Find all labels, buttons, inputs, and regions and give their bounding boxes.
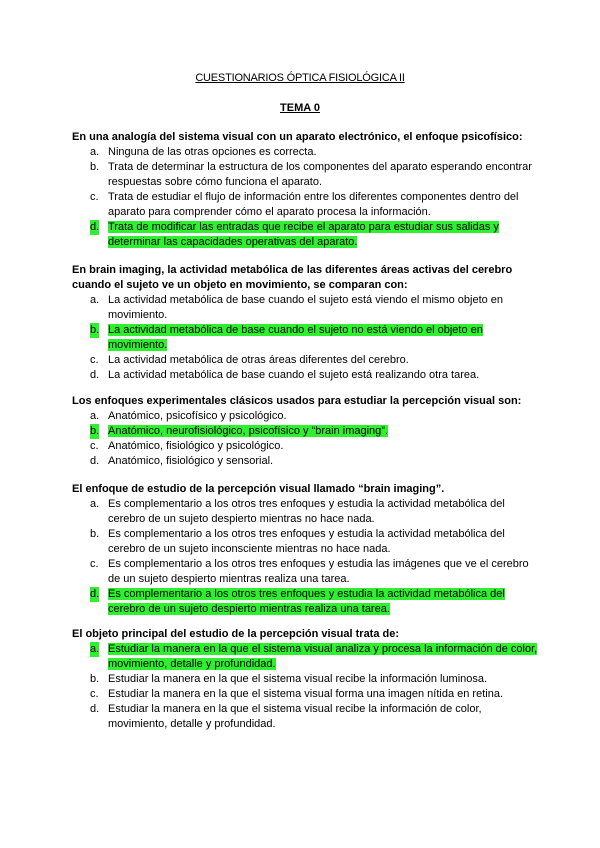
option-letter: a.	[90, 410, 100, 422]
option-letter: d.	[90, 703, 100, 715]
option-b	[72, 323, 542, 353]
option-text: Trata de estudiar el flujo de información entre los diferentes componentes dentro del aparato para comprender cómo el aparato procesa la información.	[108, 191, 519, 218]
option-text: Trata de modificar las entradas que recibe el aparato para estudiar sus salidas y determinar las capacidades operativas del aparato.	[108, 221, 499, 248]
option-letter: c.	[90, 688, 99, 700]
option-c	[72, 439, 542, 454]
option-a	[72, 145, 542, 160]
option-text: Es complementario a los otros tres enfoques y estudia la actividad metabólica del cerebro de un sujeto despierto mientras realiza una tarea.	[108, 588, 505, 615]
option-text: Anatómico, neurofisiológico, psicofísico y “brain imaging”.	[108, 425, 389, 437]
option-letter: b.	[90, 673, 100, 685]
option-letter: b.	[90, 161, 100, 173]
option-text: La actividad metabólica de otras áreas diferentes del cerebro.	[108, 354, 409, 366]
option-a	[72, 642, 542, 672]
question-3	[72, 394, 542, 469]
option-letter: c.	[90, 191, 99, 203]
question-text: Los enfoques experimentales clásicos usados para estudiar la percepción visual son:	[72, 395, 522, 407]
question-2	[72, 263, 542, 383]
option-list	[72, 293, 542, 383]
option-letter: d.	[90, 221, 100, 233]
option-b	[72, 672, 542, 687]
option-a	[72, 293, 542, 323]
option-letter: b.	[90, 528, 100, 540]
option-text: La actividad metabólica de base cuando el sujeto no está viendo el objeto en movimiento.	[108, 324, 483, 351]
question-1	[72, 130, 542, 250]
option-text: Trata de determinar la estructura de los componentes del aparato esperando encontrar respuestas sobre cómo funciona el aparato.	[108, 161, 532, 188]
option-letter: d.	[90, 588, 100, 600]
option-text: Estudiar la manera en la que el sistema visual analiza y procesa la información de color, movimiento, detalle y profundidad.	[108, 643, 538, 670]
option-text: La actividad metabólica de base cuando el sujeto está realizando otra tarea.	[108, 369, 480, 381]
option-letter: b.	[90, 425, 100, 437]
option-letter: c.	[90, 354, 99, 366]
option-text: Estudiar la manera en la que el sistema visual recibe la información luminosa.	[108, 673, 488, 685]
option-letter: b.	[90, 324, 100, 336]
question-text: El enfoque de estudio de la percepción visual llamado “brain imaging”.	[72, 483, 445, 495]
option-c	[72, 190, 542, 220]
option-d	[72, 702, 542, 732]
option-text: Ninguna de las otras opciones es correcta.	[108, 146, 317, 158]
question-5	[72, 627, 542, 732]
option-text: Es complementario a los otros tres enfoques y estudia las imágenes que ve el cerebro de un sujeto despierto mientras realiza una tarea.	[108, 558, 529, 585]
option-letter: d.	[90, 455, 100, 467]
option-text: Es complementario a los otros tres enfoques y estudia la actividad metabólica del cerebro de un sujeto despierto mientras no hace nada.	[108, 498, 505, 525]
option-text: Es complementario a los otros tres enfoques y estudia la actividad metabólica del cerebro de un sujeto inconsciente mientras no hace nada.	[108, 528, 505, 555]
document-title: CUESTIONARIOS ÓPTICA FISIOLÓGICA II	[195, 72, 405, 84]
section-title: TEMA 0	[280, 102, 320, 114]
option-text: Anatómico, psicofísico y psicológico.	[108, 410, 287, 422]
option-text: Anatómico, fisiológico y sensorial.	[108, 455, 274, 467]
option-list	[72, 409, 542, 469]
option-letter: a.	[90, 498, 100, 510]
option-text: Anatómico, fisiológico y psicológico.	[108, 440, 284, 452]
option-letter: a.	[90, 146, 100, 158]
question-text: En una analogía del sistema visual con un aparato electrónico, el enfoque psicofísico:	[72, 131, 523, 143]
option-text: La actividad metabólica de base cuando el sujeto está viendo el mismo objeto en movimiento.	[108, 294, 504, 321]
option-a	[72, 409, 542, 424]
option-list	[72, 145, 542, 250]
option-c	[72, 353, 542, 368]
option-b	[72, 424, 542, 439]
option-b	[72, 527, 542, 557]
option-letter: d.	[90, 369, 100, 381]
option-c	[72, 687, 542, 702]
option-text: Estudiar la manera en la que el sistema visual forma una imagen nítida en retina.	[108, 688, 503, 700]
question-4	[72, 482, 542, 617]
option-letter: c.	[90, 558, 99, 570]
option-a	[72, 497, 542, 527]
option-d	[72, 220, 542, 250]
option-d	[72, 454, 542, 469]
question-text: El objeto principal del estudio de la percepción visual trata de:	[72, 628, 400, 640]
option-b	[72, 160, 542, 190]
option-d	[72, 587, 542, 617]
option-d	[72, 368, 542, 383]
question-text: En brain imaging, la actividad metabólica de las diferentes áreas activas del cerebro cuando el sujeto ve un objeto en movimiento, se comparan con:	[72, 264, 513, 291]
option-list	[72, 642, 542, 732]
option-text: Estudiar la manera en la que el sistema visual recibe la información de color, movimiento, detalle y profundidad.	[108, 703, 482, 730]
option-letter: a.	[90, 294, 100, 306]
option-letter: c.	[90, 440, 99, 452]
option-list	[72, 497, 542, 617]
option-letter: a.	[90, 643, 100, 655]
option-c	[72, 557, 542, 587]
